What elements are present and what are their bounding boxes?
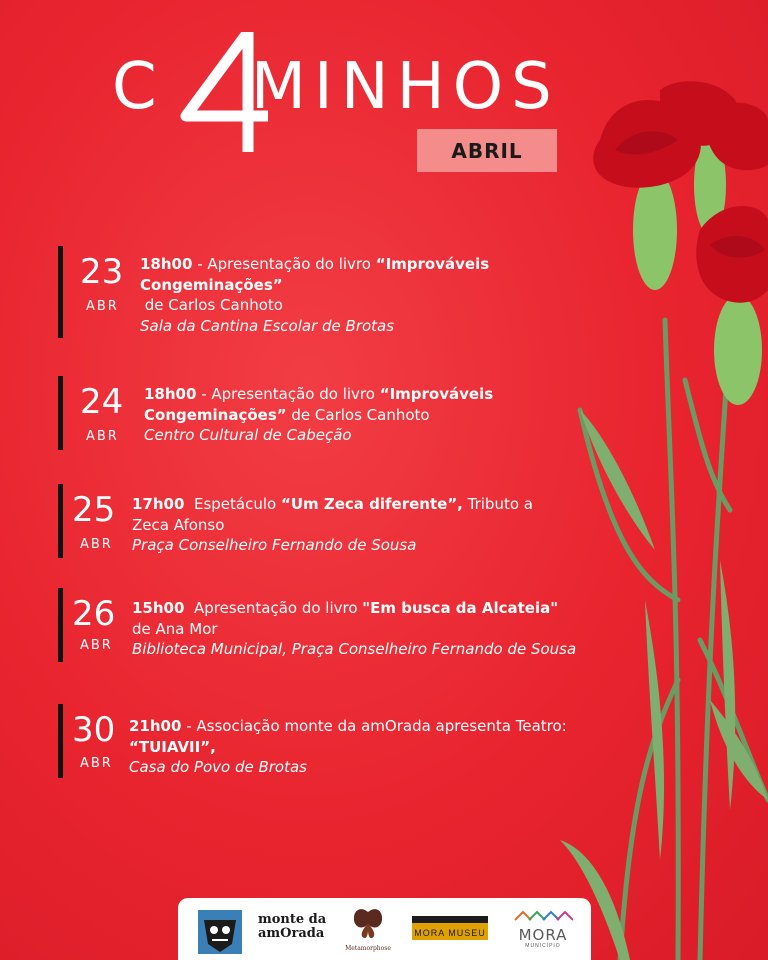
event-month: ABR — [86, 429, 119, 444]
event-description: Apresentação do livro — [184, 599, 363, 617]
event-book-title-cont: Congeminações” — [140, 275, 283, 294]
logo-text-line2: amOrada — [258, 926, 325, 941]
event-time: 15h00 — [132, 599, 185, 617]
event-25 — [58, 484, 538, 558]
event-day: 25 — [72, 490, 116, 530]
title-letter-c: C — [112, 50, 165, 124]
event-place: Sala da Cantina Escolar de Brotas — [140, 316, 395, 335]
event-place: Centro Cultural de Cabeção — [144, 426, 352, 444]
event-play-title: “TUIAVII”, — [129, 737, 216, 756]
four-glyph-icon — [178, 32, 268, 152]
event-day: 23 — [80, 252, 124, 292]
event-day: 24 — [80, 382, 124, 422]
event-month: ABR — [80, 756, 113, 771]
event-month: ABR — [86, 299, 119, 314]
event-time: 21h00 — [129, 717, 182, 735]
event-book-title: “Improváveis — [379, 385, 494, 403]
event-details — [140, 254, 540, 336]
event-book-title: "Em busca da Alcateia" — [362, 599, 559, 617]
event-description: - Apresentação do livro — [196, 385, 380, 403]
event-month: ABR — [80, 537, 113, 552]
rooftops-icon — [513, 908, 573, 922]
event-details — [132, 598, 627, 660]
event-accent-bar — [58, 704, 63, 778]
event-day: 30 — [72, 710, 116, 750]
event-time: 18h00 — [144, 385, 197, 403]
event-details — [144, 384, 544, 446]
monte-da-amorada-logo — [258, 913, 328, 941]
event-accent-bar — [58, 484, 63, 558]
month-badge: ABRIL — [417, 129, 557, 172]
sponsor-logos-strip — [178, 898, 591, 960]
event-details — [129, 716, 609, 778]
event-description: - Apresentação do livro — [192, 255, 376, 273]
event-honoree: Zeca Afonso — [132, 515, 225, 534]
title-letters-minhos: MINHOS — [250, 50, 560, 124]
event-place: Praça Conselheiro Fernando de Sousa — [132, 536, 417, 554]
event-place: Casa do Povo de Brotas — [129, 758, 307, 776]
logo-text-line1: monte da — [258, 912, 327, 927]
event-23 — [58, 246, 538, 338]
mora-museu-logo — [412, 916, 488, 940]
mora-municipio-logo — [512, 908, 574, 949]
event-details — [132, 494, 552, 556]
event-author: de Carlos Canhoto — [140, 296, 283, 314]
event-author: de Ana Mor — [132, 619, 218, 638]
event-accent-bar — [58, 376, 63, 450]
event-time: 18h00 — [140, 255, 193, 273]
logo-subtext: MUNICÍPIO — [525, 943, 561, 949]
event-time: 17h00 — [132, 495, 185, 513]
metamorphose-logo — [342, 906, 394, 952]
event-accent-bar — [58, 588, 63, 662]
mask-logo-icon — [198, 910, 242, 954]
event-description-cont: Tributo a — [462, 495, 533, 513]
event-place: Biblioteca Municipal, Praça Conselheiro Fernando de Sousa — [132, 640, 577, 658]
logo-text: MORA — [518, 926, 568, 944]
event-day: 26 — [72, 594, 116, 634]
event-book-title: “Improváveis — [375, 255, 490, 273]
logo-caption: Metamorphose — [345, 945, 391, 952]
event-accent-bar — [58, 246, 63, 338]
logo-caption: MORA MUSEU — [414, 928, 486, 938]
event-description: - Associação monte da amOrada apresenta Teatro: — [181, 717, 567, 735]
event-month: ABR — [80, 638, 113, 653]
event-book-title-cont: Congeminações” — [144, 405, 287, 424]
event-author: de Carlos Canhoto — [286, 405, 430, 424]
butterfly-icon — [351, 906, 385, 940]
event-description: Espetáculo — [184, 495, 281, 513]
event-26 — [58, 588, 628, 662]
event-24 — [58, 376, 538, 450]
event-30 — [58, 704, 608, 778]
event-show-title: “Um Zeca diferente”, — [280, 495, 463, 513]
carnations-illustration — [560, 80, 768, 960]
